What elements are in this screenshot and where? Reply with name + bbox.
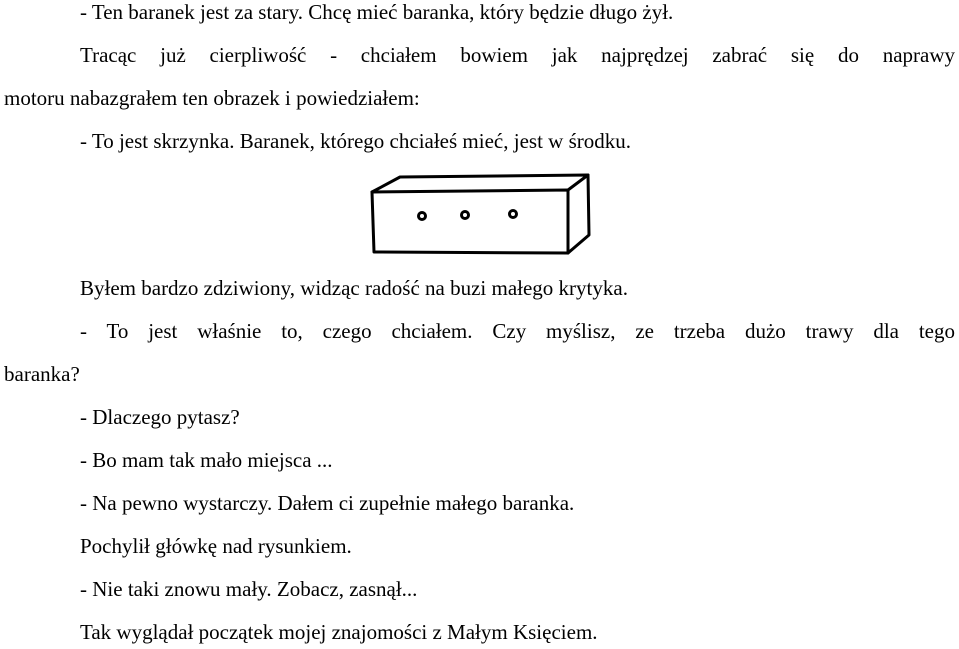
text-line-10: - Na pewno wystarczy. Dałem ci zupełnie małego baranka. bbox=[80, 491, 575, 515]
text-line-11: Pochylił główkę nad rysunkiem. bbox=[80, 534, 352, 558]
text-line-1: - Ten baranek jest za stary. Chcę mieć baranka, który będzie długo żył. bbox=[80, 0, 674, 24]
text-line-4: - To jest skrzynka. Baranek, którego chciałeś mieć, jest w środku. bbox=[80, 129, 631, 153]
text-line-13: Tak wyglądał początek mojej znajomości z Małym Księciem. bbox=[80, 620, 598, 644]
text-line-3: motoru nabazgrałem ten obrazek i powiedziałem: bbox=[4, 86, 420, 110]
text-line-9: - Bo mam tak mało miejsca ... bbox=[80, 448, 333, 472]
text-line-2: Tracąc już cierpliwość - chciałem bowiem jak najprędzej zabrać się do naprawy bbox=[80, 43, 955, 67]
text-line-8: - Dlaczego pytasz? bbox=[80, 405, 240, 429]
text-line-12: - Nie taki znowu mały. Zobacz, zasnął... bbox=[80, 577, 418, 601]
text-line-5: Byłem bardzo zdziwiony, widząc radość na buzi małego krytyka. bbox=[80, 276, 628, 300]
box-with-holes-drawing-icon bbox=[360, 165, 600, 265]
text-line-7: baranka? bbox=[4, 362, 80, 386]
text-line-6: - To jest właśnie to, czego chciałem. Czy myślisz, ze trzeba dużo trawy dla tego bbox=[80, 319, 955, 343]
